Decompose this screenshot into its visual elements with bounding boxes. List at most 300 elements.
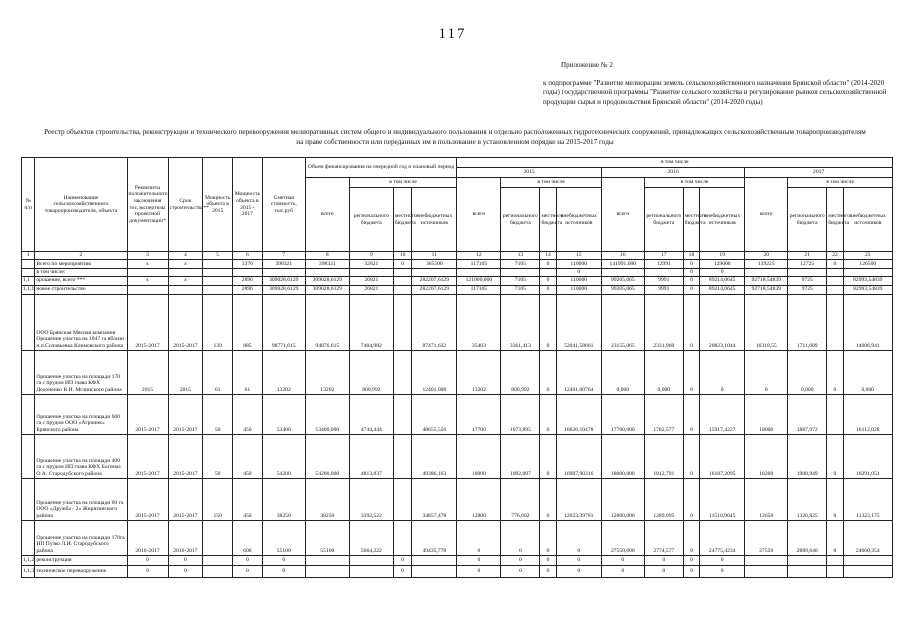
header-local: местного бюджета xyxy=(827,188,843,252)
value-cell: 89214,0645 xyxy=(700,285,745,294)
value-cell xyxy=(349,555,393,565)
value-cell: 2015-2017 xyxy=(127,434,168,478)
value-cell: 0 xyxy=(644,555,683,565)
value-cell: 0 xyxy=(233,565,263,577)
row-name-cell: Орошение участка на площади 170га ИП Пузко Л.И. Стародубского района xyxy=(35,520,127,555)
value-cell: 2896 xyxy=(233,285,263,294)
value-cell xyxy=(827,276,843,285)
value-cell: 9725 xyxy=(788,285,827,294)
value-cell: 99205,065 xyxy=(601,276,644,285)
header-year-2015: 2015 xyxy=(457,168,601,178)
value-cell: 776,602 xyxy=(501,478,540,520)
header-num: № п/п xyxy=(22,158,35,252)
value-cell: 0 xyxy=(683,350,699,394)
value-cell: 49435,778 xyxy=(412,520,457,555)
column-number: 2 xyxy=(35,252,127,260)
value-cell: 0 xyxy=(827,520,843,555)
value-cell xyxy=(540,269,556,277)
value-cell: 34857,478 xyxy=(412,478,457,520)
value-cell: 0 xyxy=(393,260,411,269)
value-cell: 0,000 xyxy=(843,350,892,394)
value-cell: 0 xyxy=(683,434,699,478)
value-cell xyxy=(393,269,411,277)
value-cell: 7105 xyxy=(501,276,540,285)
value-cell: 0 xyxy=(540,294,556,350)
value-cell: 139 xyxy=(203,294,233,350)
value-cell: х xyxy=(168,276,203,285)
header-year-2017: 2017 xyxy=(745,168,893,178)
appendix-block xyxy=(543,61,898,107)
value-cell: 7105 xyxy=(501,260,540,269)
row-name-cell: Всего по мероприятию xyxy=(35,260,127,269)
header-regional: регионального бюджета xyxy=(501,188,540,252)
table-row xyxy=(22,434,893,478)
value-cell: 5664,222 xyxy=(349,520,393,555)
value-cell: 800,992 xyxy=(349,350,393,394)
value-cell: 1092,097 xyxy=(501,434,540,478)
value-cell: 309028,6129 xyxy=(262,276,305,285)
header-regional: регионального бюджета xyxy=(788,188,827,252)
value-cell: 0 xyxy=(683,520,699,555)
value-cell xyxy=(601,269,644,277)
header-local: местного бюджета xyxy=(683,188,699,252)
value-cell: 18000 xyxy=(457,434,501,478)
value-cell: 139225 xyxy=(745,260,788,269)
column-number: 17 xyxy=(644,252,683,260)
value-cell xyxy=(349,269,393,277)
value-cell: 23155,065 xyxy=(601,294,644,350)
value-cell: 0 xyxy=(683,478,699,520)
header-regional: регионального бюджета xyxy=(644,188,683,252)
value-cell: 9725 xyxy=(788,276,827,285)
value-cell: 1711,609 xyxy=(788,294,827,350)
value-cell: 82993,54839 xyxy=(843,285,892,294)
value-cell: х xyxy=(127,276,168,285)
value-cell: 18000 xyxy=(745,394,788,434)
value-cell: 450 xyxy=(233,394,263,434)
value-cell xyxy=(393,478,411,520)
value-cell: 61 xyxy=(203,350,233,394)
value-cell xyxy=(305,269,349,277)
value-cell xyxy=(788,565,827,577)
value-cell: 0 xyxy=(540,555,556,565)
value-cell xyxy=(393,520,411,555)
row-number-cell xyxy=(22,478,35,520)
value-cell: 55100 xyxy=(305,520,349,555)
value-cell: 7404,982 xyxy=(349,294,393,350)
value-cell xyxy=(168,285,203,294)
row-name-cell: ООО Брянская Мясная компания Орошение участка на 1047 га вблизи н.п.Соловьевка Климовского района xyxy=(35,294,127,350)
value-cell: 16626,10478 xyxy=(556,394,601,434)
value-cell xyxy=(827,555,843,565)
header-extra: внебюджетных источников xyxy=(843,188,892,252)
value-cell: 0 xyxy=(540,285,556,294)
value-cell xyxy=(305,565,349,577)
value-cell: 110000 xyxy=(556,276,601,285)
table-row xyxy=(22,350,893,394)
value-cell: 0 xyxy=(457,555,501,565)
value-cell: 0 xyxy=(540,478,556,520)
value-cell: 54200 xyxy=(262,434,305,478)
value-cell: 16112,028 xyxy=(843,394,892,434)
column-number: 15 xyxy=(556,252,601,260)
value-cell: 0 xyxy=(556,565,601,577)
value-cell: 0 xyxy=(827,434,843,478)
row-number-cell xyxy=(22,294,35,350)
value-cell xyxy=(233,269,263,277)
value-cell: 2015-2017 xyxy=(168,294,203,350)
value-cell: 18000,000 xyxy=(601,434,644,478)
value-cell: 61 xyxy=(233,350,263,394)
value-cell: 0,000 xyxy=(644,350,683,394)
value-cell xyxy=(393,294,411,350)
column-number: 1 xyxy=(22,252,35,260)
value-cell: 1289,095 xyxy=(644,478,683,520)
value-cell: 282207,6129 xyxy=(412,276,457,285)
value-cell: 2015-2017 xyxy=(168,394,203,434)
value-cell: 15917,4227 xyxy=(700,394,745,434)
value-cell: 800,992 xyxy=(501,350,540,394)
value-cell: 26821 xyxy=(349,276,393,285)
value-cell: 12800 xyxy=(457,478,501,520)
value-cell: 0 xyxy=(683,285,699,294)
table-row xyxy=(22,294,893,350)
value-cell: 14606,941 xyxy=(843,294,892,350)
value-cell: 18200 xyxy=(745,434,788,478)
row-name-cell: техническое перевооружение xyxy=(35,565,127,577)
value-cell: 49386,163 xyxy=(412,434,457,478)
row-name-cell: Орошение участка на площади 400 га с прудом ИП глава КФХ Богомаз О.А. Стародубского района xyxy=(35,434,127,478)
value-cell: 0 xyxy=(393,555,411,565)
value-cell: 2896 xyxy=(233,276,263,285)
row-name-cell: Орошение участка на площади 60 га ООО «Дружба - 2» Жирятинского района xyxy=(35,478,127,520)
value-cell xyxy=(644,269,683,277)
value-cell: 110000 xyxy=(556,260,601,269)
document-title: Реестр объектов строительства, реконструкции и технического перевооружения мелиоративных систем общего и индивидуального пользования и отдельно расположенных гидротехнических сооружений, принадлежащих сельскохозяйственным товаропроизводителям на праве собственности или переданных им в пользование в установленном порядке на 2015-2017 годы xyxy=(44,128,866,146)
value-cell: 0 xyxy=(700,555,745,565)
value-cell: 52041,58661 xyxy=(556,294,601,350)
header-incl-top: в том числе xyxy=(457,158,893,168)
value-cell: 2015-2017 xyxy=(127,478,168,520)
page-number: 117 xyxy=(438,26,467,42)
value-cell: 94876,615 xyxy=(305,294,349,350)
value-cell: 0,000 xyxy=(601,350,644,394)
column-number: 5 xyxy=(203,252,233,260)
column-number: 9 xyxy=(349,252,393,260)
column-number: 20 xyxy=(745,252,788,260)
value-cell: 24775,4234 xyxy=(700,520,745,555)
value-cell: 398321 xyxy=(305,260,349,269)
value-cell: 98771,615 xyxy=(262,294,305,350)
value-cell: 2774,577 xyxy=(644,520,683,555)
value-cell xyxy=(412,555,457,565)
value-cell: 0 xyxy=(556,520,601,555)
value-cell: 12725 xyxy=(788,260,827,269)
value-cell: 55100 xyxy=(262,520,305,555)
value-cell: 0 xyxy=(601,555,644,565)
header-power-2015-2017: Мощность объекта в 2015 - 2017 xyxy=(233,158,263,252)
value-cell: 0 xyxy=(700,269,745,277)
header-incl: в том числе xyxy=(644,178,744,188)
row-name-cell: Орошение участка на площади 170 га с прудом ИП глава КФХ Дедоненко В.И. Мглинского района xyxy=(35,350,127,394)
column-number: 16 xyxy=(601,252,644,260)
column-number: 4 xyxy=(168,252,203,260)
value-cell: 32821 xyxy=(349,260,393,269)
header-total: всего xyxy=(305,178,349,252)
header-year-2016: 2016 xyxy=(601,168,744,178)
value-cell: 150 xyxy=(203,478,233,520)
value-cell: 2015 xyxy=(168,350,203,394)
value-cell: 450 xyxy=(233,434,263,478)
value-cell: 0 xyxy=(683,394,699,434)
value-cell: 48655,556 xyxy=(412,394,457,434)
value-cell: 11323,175 xyxy=(843,478,892,520)
value-cell: 9991 xyxy=(644,285,683,294)
value-cell: 0 xyxy=(683,269,699,277)
header-incl: в том числе xyxy=(788,178,893,188)
header-cost: Сметная стоимость, тыс.руб xyxy=(262,158,305,252)
header-incl: в том числе xyxy=(501,178,601,188)
column-number: 10 xyxy=(393,252,411,260)
value-cell xyxy=(393,434,411,478)
column-number: 12 xyxy=(457,252,501,260)
value-cell xyxy=(168,269,203,277)
value-cell xyxy=(127,269,168,277)
value-cell: 0 xyxy=(262,565,305,577)
value-cell: 2331,960 xyxy=(644,294,683,350)
value-cell: 2015-2017 xyxy=(168,434,203,478)
value-cell: 27550,000 xyxy=(601,520,644,555)
row-number-cell: 1,1 xyxy=(22,276,35,285)
value-cell: 117105 xyxy=(457,285,501,294)
column-number: 19 xyxy=(700,252,745,260)
table-row xyxy=(22,555,893,565)
value-cell xyxy=(393,350,411,394)
value-cell: 0 xyxy=(827,350,843,394)
value-cell: 87471,632 xyxy=(412,294,457,350)
value-cell: 0 xyxy=(745,350,788,394)
column-number: 8 xyxy=(305,252,349,260)
value-cell: 16291,051 xyxy=(843,434,892,478)
value-cell: 1908,949 xyxy=(788,434,827,478)
value-cell: 4813,837 xyxy=(349,434,393,478)
value-cell xyxy=(393,276,411,285)
value-cell xyxy=(203,285,233,294)
row-number-cell: 1,1,2 xyxy=(22,555,35,565)
value-cell: 17700 xyxy=(457,394,501,434)
value-cell: 0 xyxy=(127,555,168,565)
value-cell: 1326,825 xyxy=(788,478,827,520)
value-cell: 1812,791 xyxy=(644,434,683,478)
value-cell xyxy=(203,520,233,555)
value-cell: 35403 xyxy=(457,294,501,350)
header-total: всего xyxy=(457,178,501,252)
header-incl: в том числе xyxy=(349,178,457,188)
header-local: местного бюджета xyxy=(540,188,556,252)
value-cell xyxy=(203,276,233,285)
row-number-cell xyxy=(22,520,35,555)
column-number: 22 xyxy=(827,252,843,260)
value-cell: 2015-2017 xyxy=(127,394,168,434)
value-cell: 0,000 xyxy=(788,350,827,394)
value-cell: 17700,000 xyxy=(601,394,644,434)
value-cell xyxy=(843,555,892,565)
value-cell: 110000 xyxy=(556,285,601,294)
value-cell: 99205,065 xyxy=(601,285,644,294)
value-cell: 141991,000 xyxy=(601,260,644,269)
value-cell: 12800,000 xyxy=(601,478,644,520)
value-cell: 0 xyxy=(540,434,556,478)
value-cell: 0 xyxy=(644,565,683,577)
value-cell xyxy=(262,269,305,277)
value-cell: 12650 xyxy=(745,478,788,520)
value-cell: 2016-2017 xyxy=(168,520,203,555)
value-cell: 2889,646 xyxy=(788,520,827,555)
value-cell xyxy=(788,269,827,277)
registry-table xyxy=(21,157,893,578)
value-cell: 53400,000 xyxy=(305,394,349,434)
value-cell: 2016-2017 xyxy=(127,520,168,555)
value-cell: 50 xyxy=(203,394,233,434)
value-cell xyxy=(827,269,843,277)
value-cell: 16187,2095 xyxy=(700,434,745,478)
row-number-cell: 1,1,3 xyxy=(22,565,35,577)
value-cell: 129000 xyxy=(700,260,745,269)
value-cell: 1073,895 xyxy=(501,394,540,434)
table-row xyxy=(22,260,893,269)
value-cell: 0 xyxy=(683,555,699,565)
row-number-cell xyxy=(22,434,35,478)
appendix-title: Приложение № 2 xyxy=(561,61,613,69)
value-cell: 282207,6129 xyxy=(412,285,457,294)
table-row xyxy=(22,565,893,577)
value-cell: 0 xyxy=(457,565,501,577)
header-power-2015: Мощность объекта в 2015 xyxy=(203,158,233,252)
value-cell: 0 xyxy=(827,260,843,269)
table-row xyxy=(22,478,893,520)
value-cell: 24660,354 xyxy=(843,520,892,555)
table-body xyxy=(22,260,893,578)
value-cell: 53400 xyxy=(262,394,305,434)
column-number: 13 xyxy=(501,252,540,260)
row-name-cell: новое строительство xyxy=(35,285,127,294)
value-cell: 13202 xyxy=(262,350,305,394)
value-cell: 0 xyxy=(540,394,556,434)
row-name-cell: Орошение участка на площади 600 га с прудом ООО «Агроинк» Брянского района xyxy=(35,394,127,434)
value-cell xyxy=(843,269,892,277)
value-cell: 1782,577 xyxy=(644,394,683,434)
value-cell: 2015-2017 xyxy=(127,294,168,350)
value-cell: 0 xyxy=(683,260,699,269)
column-number: 14 xyxy=(540,252,556,260)
row-number-cell: 1,1,1 xyxy=(23,286,35,293)
column-number: 3 xyxy=(127,252,168,260)
value-cell: 600 xyxy=(233,520,263,555)
value-cell: 92718,54839 xyxy=(745,285,788,294)
value-cell: 20823,1044 xyxy=(700,294,745,350)
value-cell: 126500 xyxy=(843,260,892,269)
value-cell: 38250 xyxy=(305,478,349,520)
value-cell: 0 xyxy=(168,565,203,577)
value-cell xyxy=(305,555,349,565)
value-cell xyxy=(203,565,233,577)
header-term: Срок строительства** xyxy=(168,158,203,252)
value-cell: 0 xyxy=(700,565,745,577)
value-cell: 82993,54839 xyxy=(843,276,892,285)
value-cell xyxy=(501,269,540,277)
value-cell xyxy=(788,555,827,565)
value-cell: 0 xyxy=(262,555,305,565)
value-cell: 365500 xyxy=(412,260,457,269)
value-cell: 0 xyxy=(540,350,556,394)
table-row xyxy=(22,276,893,285)
header-regional: регионального бюджета xyxy=(349,188,393,252)
value-cell: 0 xyxy=(127,565,168,577)
header-total: всего xyxy=(601,178,644,252)
value-cell: 0 xyxy=(168,555,203,565)
value-cell xyxy=(745,555,788,565)
value-cell: 9991 xyxy=(644,276,683,285)
header-name: Наименование сельскохозяйственного товаропроизводителя, объекта xyxy=(35,158,127,252)
value-cell: х xyxy=(127,260,168,269)
value-cell: 309028,6129 xyxy=(305,285,349,294)
appendix-body: к подпрограмме "Развитие мелиорации земель сельскохозяйственного назначения Брянской области" (2014-2020 годы) государственной программы "Развитие сельского хозяйства и регулирование рынков сельскохозяйственной продукции сырья и продовольствия Брянской области" (2014-2020 годы) xyxy=(543,78,887,106)
value-cell: 398321 xyxy=(262,260,305,269)
value-cell xyxy=(827,394,843,434)
header-extra: внебюджетных источников xyxy=(700,188,745,252)
value-cell: 0 xyxy=(393,565,411,577)
header-total: всего xyxy=(745,178,788,252)
value-cell xyxy=(412,565,457,577)
column-number: 18 xyxy=(683,252,699,260)
value-cell: 0 xyxy=(683,294,699,350)
row-number-cell xyxy=(22,260,35,269)
value-cell: 4744,444 xyxy=(349,394,393,434)
value-cell: 0 xyxy=(501,565,540,577)
value-cell: 27550 xyxy=(745,520,788,555)
column-number: 7 xyxy=(262,252,305,260)
value-cell: 89214,0645 xyxy=(700,276,745,285)
value-cell: 13202 xyxy=(457,350,501,394)
value-cell xyxy=(457,269,501,277)
value-cell xyxy=(412,269,457,277)
value-cell: 121000,000 xyxy=(457,276,501,285)
value-cell: 0 xyxy=(540,520,556,555)
value-cell: 0 xyxy=(501,520,540,555)
row-name-cell: реконструкция xyxy=(35,555,127,565)
table-row xyxy=(22,394,893,434)
value-cell: 117105 xyxy=(457,260,501,269)
value-cell: 0 xyxy=(700,350,745,394)
value-cell: 309028,6129 xyxy=(262,285,305,294)
value-cell: 3392,522 xyxy=(349,478,393,520)
value-cell xyxy=(393,394,411,434)
value-cell xyxy=(203,555,233,565)
value-cell xyxy=(843,565,892,577)
value-cell: 50 xyxy=(203,434,233,478)
value-cell: 0 xyxy=(233,555,263,565)
value-cell xyxy=(827,565,843,577)
column-number: 21 xyxy=(788,252,827,260)
value-cell: 0 xyxy=(457,520,501,555)
value-cell xyxy=(203,269,233,277)
value-cell: 54200,000 xyxy=(305,434,349,478)
value-cell xyxy=(203,260,233,269)
value-cell: 450 xyxy=(233,478,263,520)
value-cell: 7105 xyxy=(501,285,540,294)
table-row xyxy=(22,269,893,277)
value-cell: 309028,6129 xyxy=(305,276,349,285)
